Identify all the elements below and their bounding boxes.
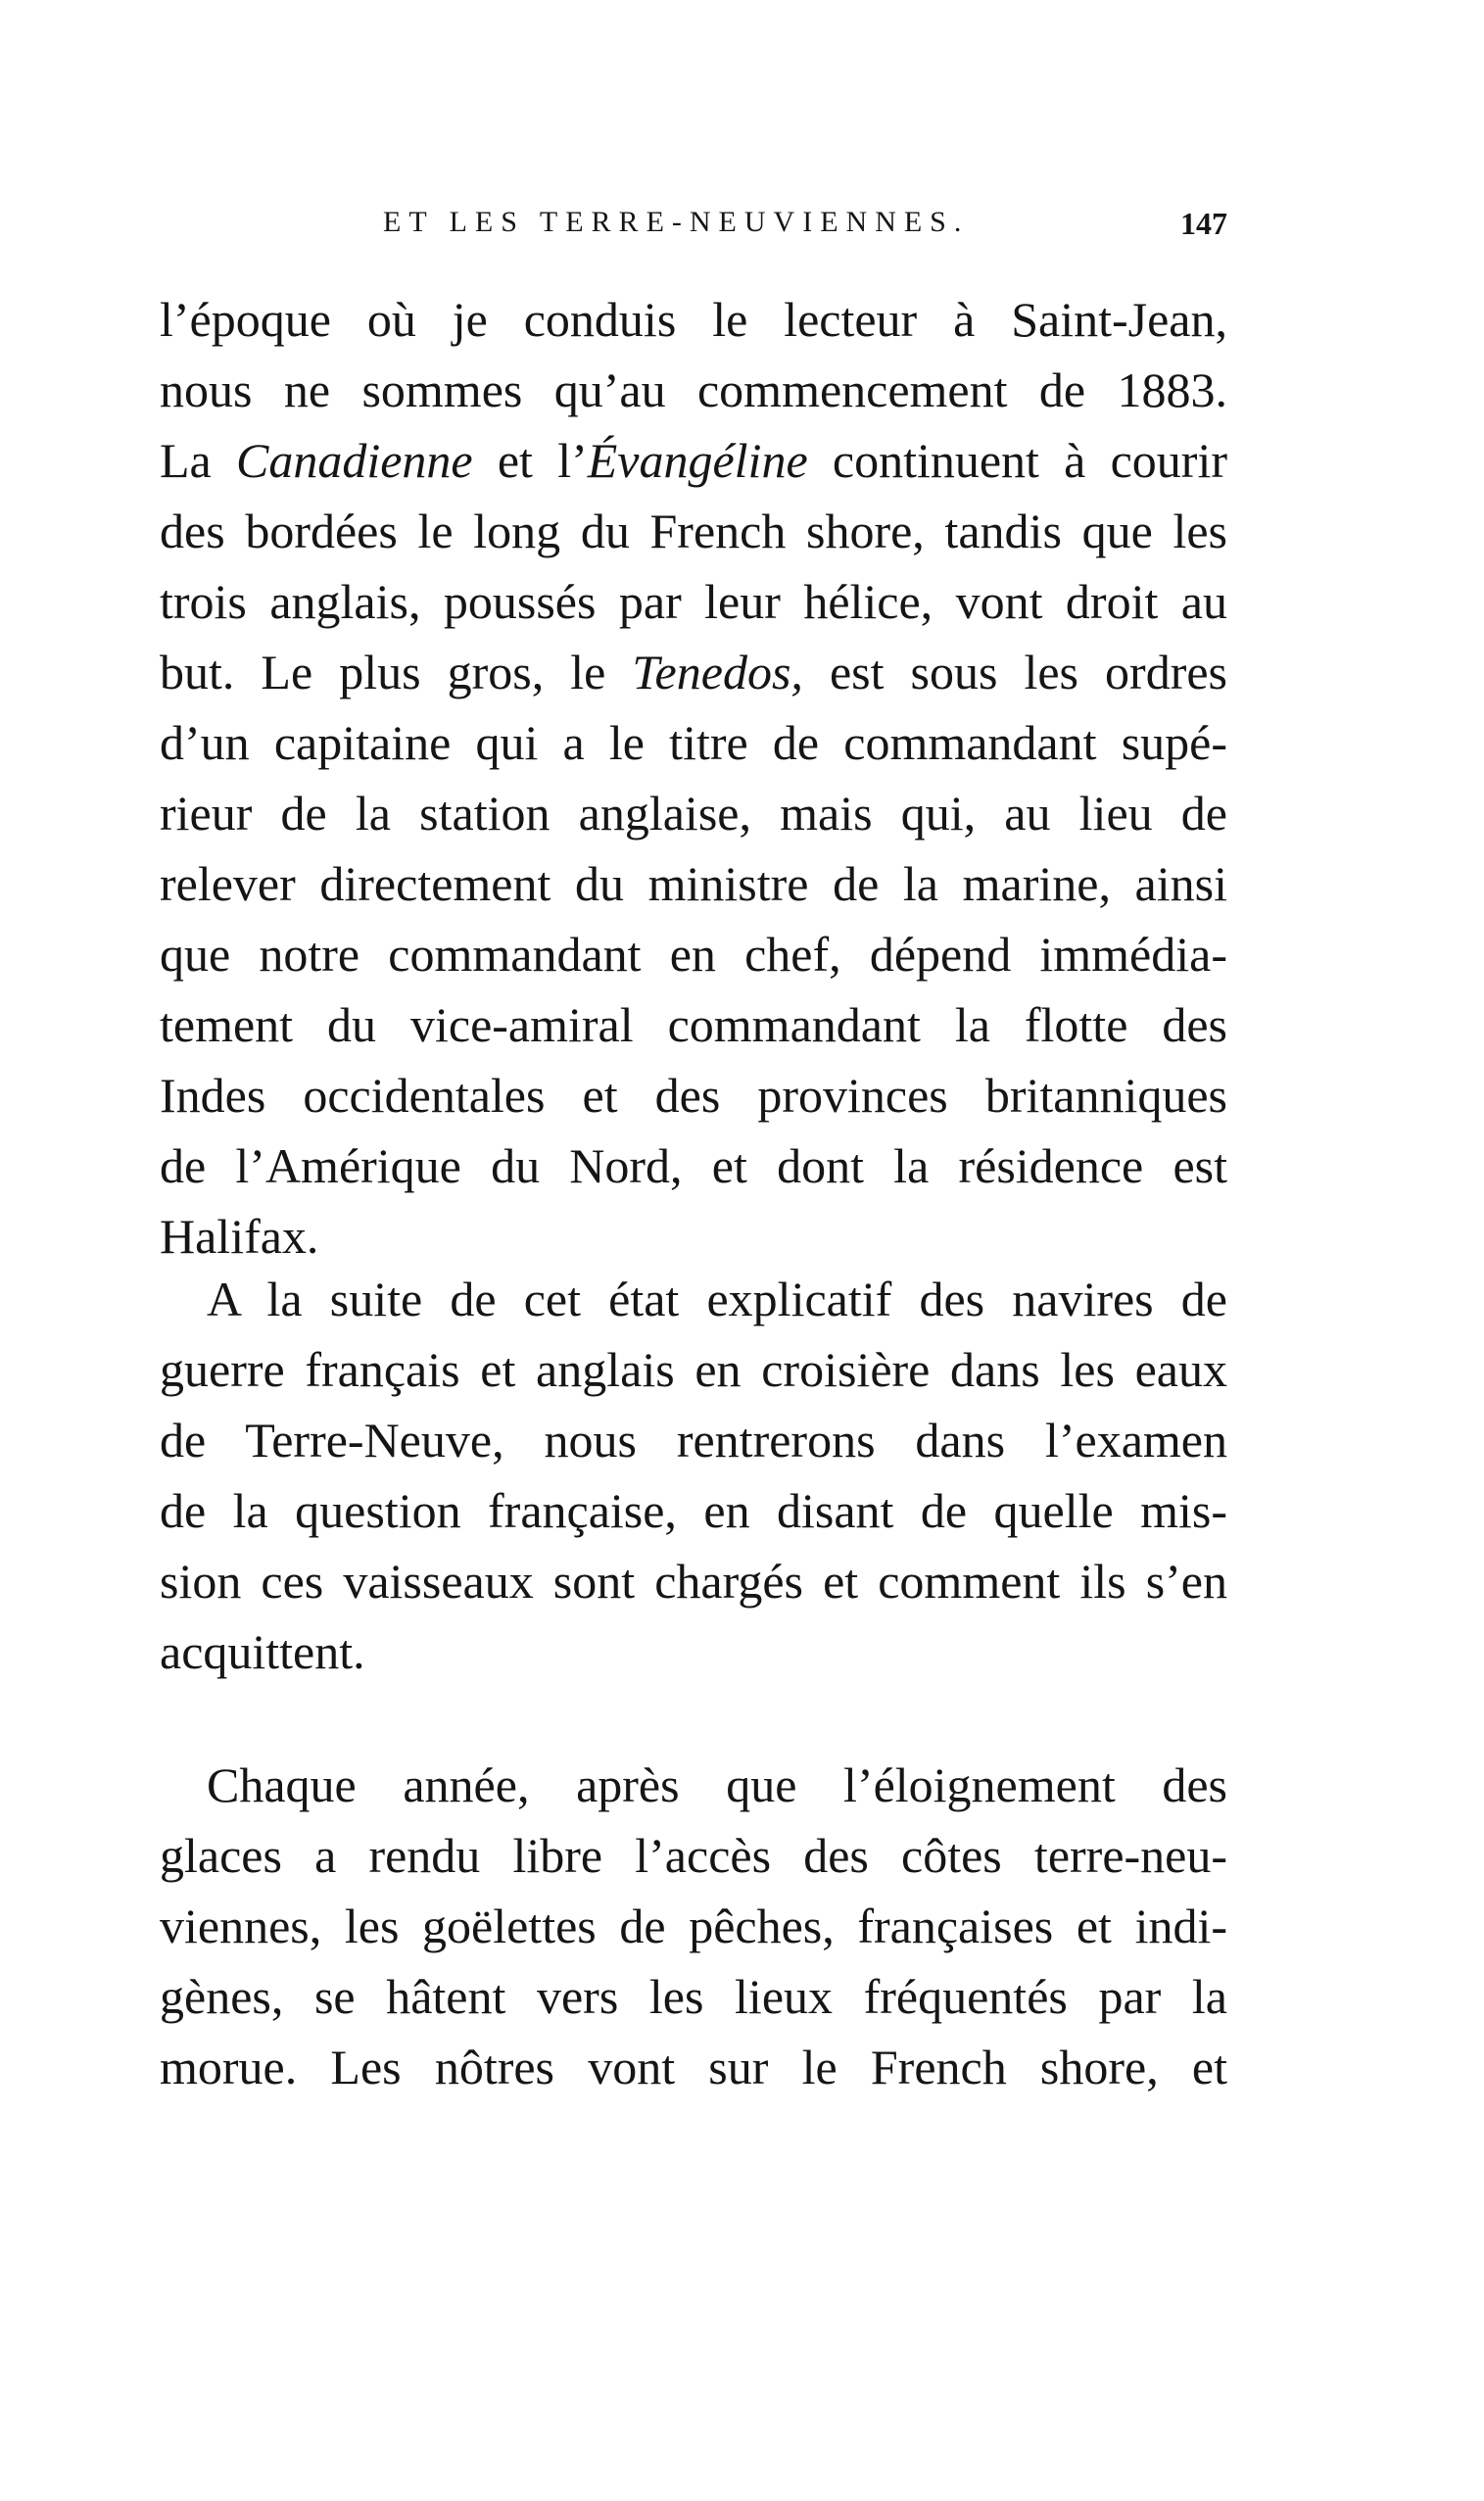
text-line: trois anglais, poussés par leur hélice, vont droit au xyxy=(160,574,1227,629)
text-line: tement du vice-amiral commandant la flotte des xyxy=(160,997,1227,1052)
ship-name-tenedos: Tenedos, xyxy=(632,645,803,699)
text-line: viennes, les goëlettes de pêches, françaises et indi- xyxy=(160,1899,1227,1953)
text-line: d’un capitaine qui a le titre de commandant supé- xyxy=(160,715,1227,770)
text-line: rieur de la station anglaise, mais qui, au lieu de xyxy=(160,786,1227,841)
paragraph-2 xyxy=(160,1264,1227,1687)
text-line: de l’Amérique du Nord, et dont la résidence est xyxy=(160,1138,1227,1193)
text-line: Chaque année, après que l’éloignement des xyxy=(207,1757,1227,1812)
text-line: sion ces vaisseaux sont chargés et comment ils s’en xyxy=(160,1554,1227,1609)
page-header xyxy=(160,206,1227,255)
text-line: morue. Les nôtres vont sur le French shore, et xyxy=(160,2040,1227,2094)
text-line: Halifax. xyxy=(160,1209,319,1264)
ship-name-evangeline: Évangéline xyxy=(587,433,808,488)
text-line: acquittent. xyxy=(160,1624,365,1679)
text-line: des bordées le long du French shore, tandis que les xyxy=(160,504,1227,558)
text-line-with-italics: but. Le plus gros, le Tenedos, est sous les ordres xyxy=(160,645,1227,699)
page-number: 147 xyxy=(1180,206,1227,241)
text-line: gènes, se hâtent vers les lieux fréquentés par la xyxy=(160,1969,1227,2024)
text-line: relever directement du ministre de la marine, ainsi xyxy=(160,856,1227,911)
text-line: que notre commandant en chef, dépend immédia- xyxy=(160,927,1227,982)
text-line: de Terre-Neuve, nous rentrerons dans l’examen xyxy=(160,1413,1227,1467)
text-line: guerre français et anglais en croisière dans les eaux xyxy=(160,1342,1227,1397)
paragraph-3 xyxy=(160,1750,1227,2102)
text-line: glaces a rendu libre l’accès des côtes terre-neu- xyxy=(160,1828,1227,1883)
text-line: Indes occidentales et des provinces britanniques xyxy=(160,1068,1227,1123)
text-line: nous ne sommes qu’au commencement de 1883. xyxy=(160,362,1227,417)
text-line: l’époque où je conduis le lecteur à Saint-Jean, xyxy=(160,292,1227,347)
text-line: A la suite de cet état explicatif des navires de xyxy=(207,1272,1227,1326)
text-line-with-italics: La Canadienne et l’Évangéline continuent à courir xyxy=(160,433,1227,488)
paragraph-1 xyxy=(160,284,1227,1272)
ship-name-canadienne: Canadienne xyxy=(235,433,473,488)
text-line: de la question française, en disant de quelle mis- xyxy=(160,1483,1227,1538)
running-head: ET LES TERRE-NEUVIENNES. xyxy=(383,206,970,238)
